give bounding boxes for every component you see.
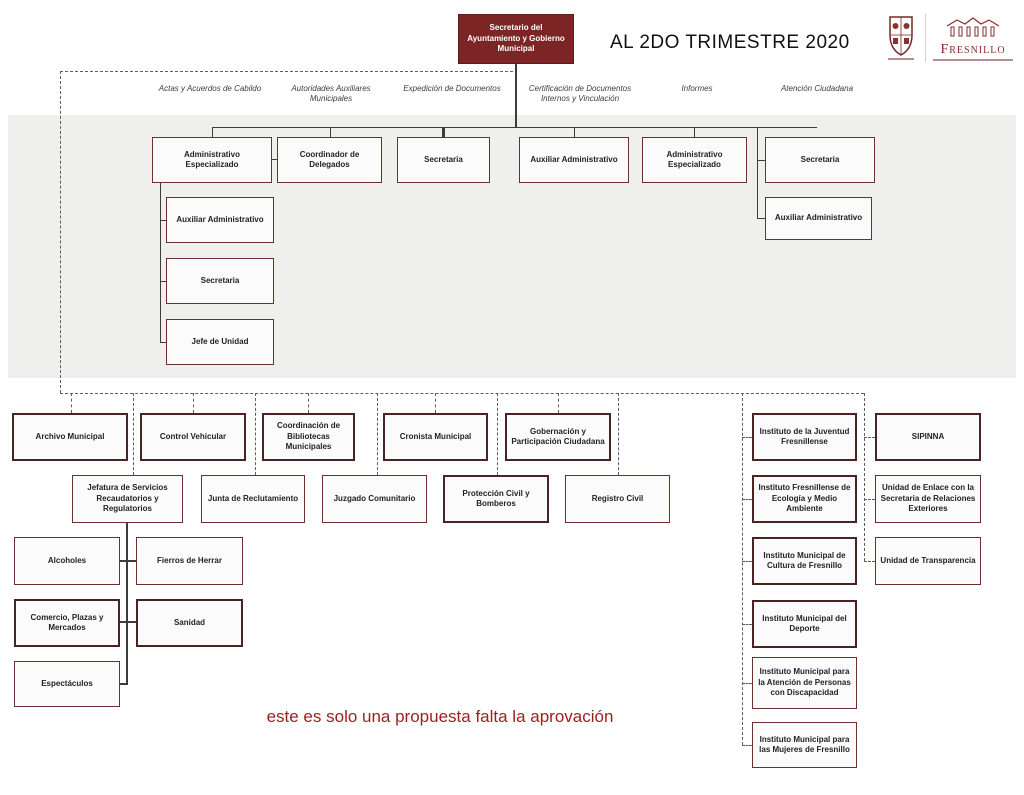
connector-dashed	[60, 71, 61, 393]
node-jefatura-servicios	[72, 475, 183, 523]
node-label: Unidad de Transparencia	[880, 555, 976, 565]
node-label: Archivo Municipal	[35, 431, 105, 441]
node-label: Instituto Municipal para las Mujeres de Fresnillo	[759, 734, 850, 754]
connector-dashed	[133, 393, 134, 475]
connector-dashed	[864, 437, 875, 438]
node-sipinna	[875, 413, 981, 461]
node-label: Juzgado Comunitario	[333, 493, 416, 503]
node-administrativo-especializado-1	[152, 137, 272, 183]
connector-solid	[757, 218, 765, 219]
node-proteccion-civil	[443, 475, 549, 523]
node-secretario-ayuntamiento	[458, 14, 574, 64]
node-espectaculos	[14, 661, 120, 707]
node-instituto-deporte	[752, 600, 857, 648]
page-title: AL 2DO TRIMESTRE 2020	[610, 32, 850, 53]
connector-solid	[757, 127, 758, 218]
node-label: Alcoholes	[47, 555, 87, 565]
approval-note: este es solo una propuesta falta la aprovación	[266, 707, 614, 726]
connector-solid	[212, 127, 817, 128]
node-juzgado-comunitario	[322, 475, 427, 523]
node-label: Fierros de Herrar	[157, 555, 222, 565]
node-label: SIPINNA	[911, 431, 945, 441]
node-instituto-mujeres	[752, 722, 857, 768]
connector-dashed	[864, 561, 875, 562]
connector-dashed	[864, 499, 875, 500]
connector-solid	[120, 621, 136, 623]
function-label: Actas y Acuerdos de Cabildo	[158, 84, 262, 93]
node-instituto-ecologia	[752, 475, 857, 523]
node-label: Comercio, Plazas y Mercados	[30, 612, 104, 632]
node-label: Coordinación de Bibliotecas Municipales	[276, 421, 341, 452]
connector-solid	[212, 127, 213, 137]
connector-dashed	[742, 499, 752, 500]
node-secretaria-2	[765, 137, 875, 183]
node-label: Unidad de Enlace con la Secretaria de Relaciones Exteriores	[880, 483, 976, 514]
connector-dashed	[742, 393, 743, 745]
node-label: Junta de Reclutamiento	[207, 493, 299, 503]
function-label: Informes	[681, 84, 713, 93]
node-auxiliar-administrativo-right	[765, 197, 872, 240]
node-comercio-plazas-mercados	[14, 599, 120, 647]
node-administrativo-especializado-2	[642, 137, 747, 183]
connector-dashed	[193, 393, 194, 413]
node-label: Jefatura de Servicios Recaudatorios y Regulatorios	[87, 483, 168, 514]
connector-dashed	[60, 71, 513, 72]
function-label: Atención Ciudadana	[780, 84, 854, 93]
logo-divider	[925, 14, 926, 62]
node-registro-civil	[565, 475, 670, 523]
node-label: Auxiliar Administrativo	[530, 154, 618, 164]
node-auxiliar-administrativo-1	[519, 137, 629, 183]
building-logo-icon	[945, 16, 1001, 38]
city-logo	[933, 16, 1013, 61]
node-junta-reclutamiento	[201, 475, 305, 523]
node-label: Instituto Municipal de Cultura de Fresnillo	[763, 550, 846, 570]
node-label: Gobernación y Participación Ciudadana	[511, 426, 605, 446]
node-cronista-municipal	[383, 413, 488, 461]
connector-dashed	[60, 393, 864, 394]
connector-solid	[330, 127, 331, 137]
node-label: Instituto de la Juventud Fresnillense	[759, 426, 850, 446]
connector-solid	[694, 127, 695, 137]
node-coordinador-delegados	[277, 137, 382, 183]
node-jefe-de-unidad	[166, 319, 274, 365]
node-label: Protección Civil y Bomberos	[462, 488, 530, 508]
node-archivo-municipal	[12, 413, 128, 461]
node-label: Control Vehicular	[159, 431, 227, 441]
node-label: Espectáculos	[41, 678, 93, 688]
node-label: Auxiliar Administrativo	[176, 214, 264, 224]
node-label: Secretaria	[424, 154, 463, 164]
connector-dashed	[742, 437, 752, 438]
crest-logo-icon	[882, 13, 920, 63]
node-secretaria-left	[166, 258, 274, 304]
connector-dashed	[497, 393, 498, 475]
node-label: Administrativo Especializado	[183, 149, 240, 169]
node-fierros-de-herrar	[136, 537, 243, 585]
function-label: Autoridades Auxiliares Municipales	[291, 84, 371, 104]
function-label: Certificación de Documentos Internos y Vinculación	[528, 84, 632, 104]
city-wordmark: Fresnillo	[940, 42, 1006, 57]
connector-solid	[120, 683, 128, 685]
connector-dashed	[618, 393, 619, 475]
node-label: Administrativo Especializado	[666, 149, 723, 169]
node-instituto-juventud	[752, 413, 857, 461]
node-label: Instituto Fresnillense de Ecología y Medio Ambiente	[758, 483, 851, 514]
city-tagline-rule	[933, 59, 1013, 61]
connector-solid	[574, 127, 575, 137]
connector-dashed	[308, 393, 309, 413]
connector-dashed	[255, 393, 256, 475]
connector-solid	[757, 160, 765, 161]
node-label: Instituto Municipal del Deporte	[762, 613, 847, 633]
connector-dashed	[742, 745, 752, 746]
connector-dashed	[742, 561, 752, 562]
connector-dashed	[864, 393, 865, 561]
connector-dashed	[742, 683, 752, 684]
node-label: Cronista Municipal	[399, 431, 472, 441]
node-label: Sanidad	[173, 617, 206, 627]
connector-solid	[442, 127, 445, 137]
node-label: Auxiliar Administrativo	[774, 213, 863, 223]
node-label: Registro Civil	[591, 493, 644, 503]
connector-dashed	[742, 624, 752, 625]
node-label: Secretario del Ayuntamiento y Gobierno Municipal	[467, 22, 565, 54]
node-alcoholes	[14, 537, 120, 585]
connector-dashed	[435, 393, 436, 413]
node-gobernacion-participacion	[505, 413, 611, 461]
connector-solid	[515, 64, 517, 127]
node-sanidad	[136, 599, 243, 647]
connector-solid	[120, 560, 136, 562]
connector-dashed	[71, 393, 72, 413]
connector-solid	[126, 523, 128, 684]
node-label: Instituto Municipal para la Atención de Personas con Discapacidad	[758, 667, 851, 698]
node-label: Secretaria	[800, 154, 840, 164]
node-instituto-cultura	[752, 537, 857, 585]
node-instituto-discapacidad	[752, 657, 857, 709]
node-coordinacion-bibliotecas	[262, 413, 355, 461]
node-secretaria-1	[397, 137, 490, 183]
function-label: Expedición de Documentos	[403, 84, 501, 93]
connector-solid	[160, 183, 161, 342]
node-label: Jefe de Unidad	[191, 336, 249, 346]
node-auxiliar-administrativo-left	[166, 197, 274, 243]
node-unidad-enlace-sre	[875, 475, 981, 523]
node-label: Coordinador de Delegados	[299, 149, 360, 169]
connector-dashed	[558, 393, 559, 413]
connector-dashed	[377, 393, 378, 475]
node-control-vehicular	[140, 413, 246, 461]
node-label: Secretaria	[200, 275, 240, 285]
node-unidad-transparencia	[875, 537, 981, 585]
